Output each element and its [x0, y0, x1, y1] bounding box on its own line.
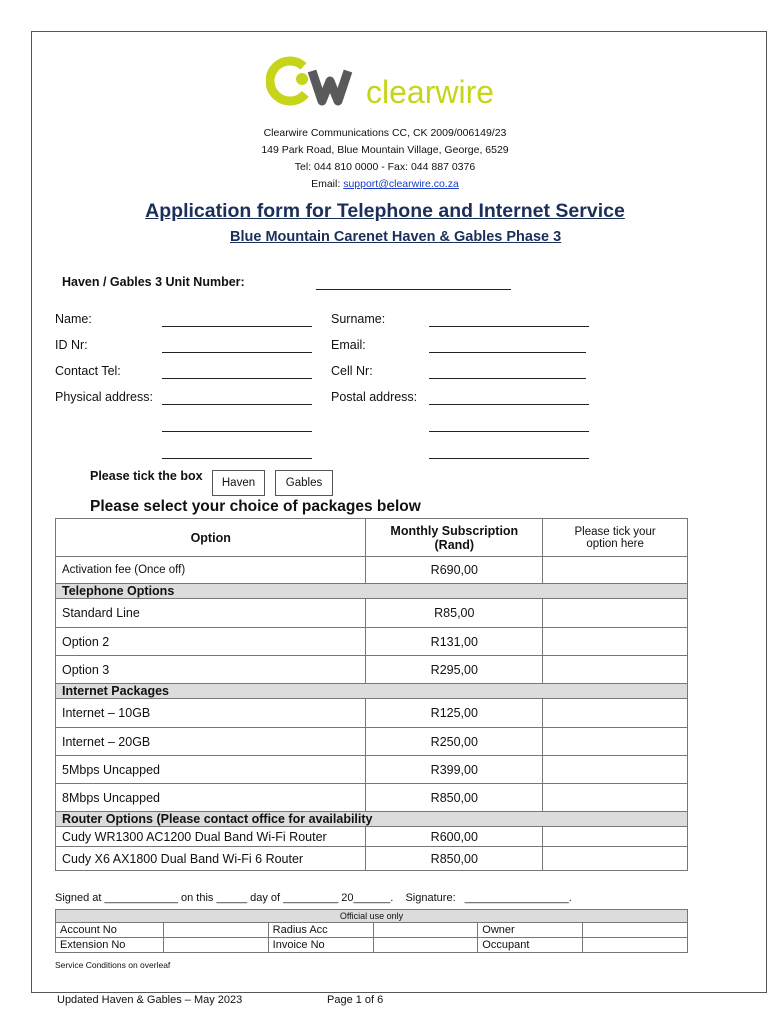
- company-info: [0, 125, 770, 193]
- invoice-no-field[interactable]: [373, 938, 478, 953]
- table-row: [56, 756, 688, 784]
- postal-address-label: Postal address:: [331, 390, 418, 404]
- contact-tel-field[interactable]: [162, 378, 312, 379]
- company-address: 149 Park Road, Blue Mountain Village, George, 6529: [261, 144, 509, 156]
- postal-address-field-3[interactable]: [429, 458, 589, 459]
- postal-address-field-2[interactable]: [429, 431, 589, 432]
- name-field[interactable]: [162, 326, 312, 327]
- option-price: R295,00: [366, 656, 543, 684]
- table-row: [56, 938, 688, 953]
- haven-tick-box[interactable]: Haven: [212, 470, 265, 496]
- company-phone: Tel: 044 810 0000 - Fax: 044 887 0376: [294, 161, 476, 173]
- clearwire-logo: [266, 55, 526, 125]
- packages-table: [55, 518, 688, 871]
- telephone-section-header: Telephone Options: [56, 584, 688, 599]
- table-row: [56, 599, 688, 628]
- email-prefix: Email:: [311, 178, 341, 190]
- option-price: R131,00: [366, 628, 543, 656]
- form-subtitle: Blue Mountain Carenet Haven & Gables Phase 3: [230, 229, 562, 245]
- option-price: R600,00: [366, 827, 543, 847]
- id-nr-label: ID Nr:: [55, 338, 88, 352]
- table-row: [56, 827, 688, 847]
- col-tick-header: [543, 519, 688, 557]
- activation-label: Activation fee (Once off): [56, 557, 366, 584]
- account-no-field[interactable]: [163, 923, 268, 938]
- unit-number-field[interactable]: [316, 289, 511, 290]
- logo-text: clearwire: [366, 74, 495, 110]
- official-use-header: Official use only: [56, 910, 688, 923]
- option-label: Standard Line: [56, 599, 366, 628]
- option-tick-cell[interactable]: [543, 756, 688, 784]
- option-price: R125,00: [366, 699, 543, 728]
- telephone-section-row: [56, 584, 688, 599]
- option-tick-cell[interactable]: [543, 728, 688, 756]
- service-conditions-note: Service Conditions on overleaf: [55, 960, 171, 970]
- company-email-row: [0, 176, 770, 193]
- physical-address-label: Physical address:: [55, 390, 153, 404]
- packages-title: Please select your choice of packages below: [90, 498, 421, 515]
- tick-box-label: Please tick the box: [90, 469, 203, 483]
- option-label: Internet – 10GB: [56, 699, 366, 728]
- physical-address-field-1[interactable]: [162, 404, 312, 405]
- option-label: 5Mbps Uncapped: [56, 756, 366, 784]
- activation-tick-cell[interactable]: [543, 557, 688, 584]
- option-price: R850,00: [366, 847, 543, 871]
- occupant-field[interactable]: [583, 938, 688, 953]
- col-monthly-header: [366, 519, 543, 557]
- internet-section-row: [56, 684, 688, 699]
- option-tick-cell[interactable]: [543, 784, 688, 812]
- option-price: R250,00: [366, 728, 543, 756]
- option-tick-cell[interactable]: [543, 699, 688, 728]
- footer-updated: Updated Haven & Gables – May 2023: [57, 994, 243, 1006]
- form-title: Application form for Telephone and Internet Service: [145, 200, 625, 222]
- surname-field[interactable]: [429, 326, 589, 327]
- id-nr-field[interactable]: [162, 352, 312, 353]
- gables-tick-box[interactable]: Gables: [275, 470, 333, 496]
- signature-line: Signed at ____________ on this _____ day of _________ 20______. Signature: _________________.: [55, 892, 572, 904]
- internet-section-header: Internet Packages: [56, 684, 688, 699]
- owner-label: Owner: [478, 923, 583, 938]
- option-tick-cell[interactable]: [543, 656, 688, 684]
- contact-tel-label: Contact Tel:: [55, 364, 121, 378]
- physical-address-field-2[interactable]: [162, 431, 312, 432]
- extension-no-field[interactable]: [163, 938, 268, 953]
- col-monthly-line1: Monthly Subscription: [390, 523, 519, 538]
- option-label: Internet – 20GB: [56, 728, 366, 756]
- option-label: Cudy X6 AX1800 Dual Band Wi-Fi 6 Router: [56, 847, 366, 871]
- option-tick-cell[interactable]: [543, 599, 688, 628]
- option-tick-cell[interactable]: [543, 847, 688, 871]
- unit-number-label: Haven / Gables 3 Unit Number:: [62, 275, 245, 289]
- name-label: Name:: [55, 312, 92, 326]
- surname-label: Surname:: [331, 312, 386, 326]
- option-label: Option 2: [56, 628, 366, 656]
- table-row: [56, 784, 688, 812]
- email-label: Email:: [331, 338, 366, 352]
- official-use-table: [55, 909, 688, 953]
- physical-address-field-3[interactable]: [162, 458, 312, 459]
- support-email-link[interactable]: support@clearwire.co.za: [343, 178, 459, 190]
- col-tick-line2: option here: [586, 537, 644, 550]
- radius-acc-field[interactable]: [373, 923, 478, 938]
- table-row: [56, 699, 688, 728]
- router-section-row: [56, 812, 688, 827]
- option-label: Cudy WR1300 AC1200 Dual Band Wi-Fi Router: [56, 827, 366, 847]
- activation-price: R690,00: [366, 557, 543, 584]
- extension-no-label: Extension No: [56, 938, 164, 953]
- radius-acc-label: Radius Acc: [268, 923, 373, 938]
- cell-nr-field[interactable]: [429, 378, 586, 379]
- col-option-header: Option: [56, 519, 366, 557]
- table-row: [56, 847, 688, 871]
- option-label: Option 3: [56, 656, 366, 684]
- option-price: R399,00: [366, 756, 543, 784]
- option-price: R850,00: [366, 784, 543, 812]
- footer-page-number: Page 1 of 6: [327, 994, 384, 1006]
- cell-nr-label: Cell Nr:: [331, 364, 373, 378]
- company-registration: Clearwire Communications CC, CK 2009/006149/23: [263, 127, 507, 139]
- table-row: [56, 557, 688, 584]
- table-row: [56, 656, 688, 684]
- table-header-row: [56, 519, 688, 557]
- table-row: [56, 923, 688, 938]
- invoice-no-label: Invoice No: [268, 938, 373, 953]
- owner-field[interactable]: [583, 923, 688, 938]
- account-no-label: Account No: [56, 923, 164, 938]
- option-price: R85,00: [366, 599, 543, 628]
- col-monthly-line2: (Rand): [434, 537, 475, 552]
- router-section-header: Router Options (Please contact office for availability: [56, 812, 688, 827]
- postal-address-field-1[interactable]: [429, 404, 589, 405]
- table-row: [56, 728, 688, 756]
- email-field[interactable]: [429, 352, 586, 353]
- col-tick-line1: Please tick your: [574, 525, 656, 538]
- option-tick-cell[interactable]: [543, 827, 688, 847]
- option-tick-cell[interactable]: [543, 628, 688, 656]
- occupant-label: Occupant: [478, 938, 583, 953]
- option-label: 8Mbps Uncapped: [56, 784, 366, 812]
- table-row: [56, 628, 688, 656]
